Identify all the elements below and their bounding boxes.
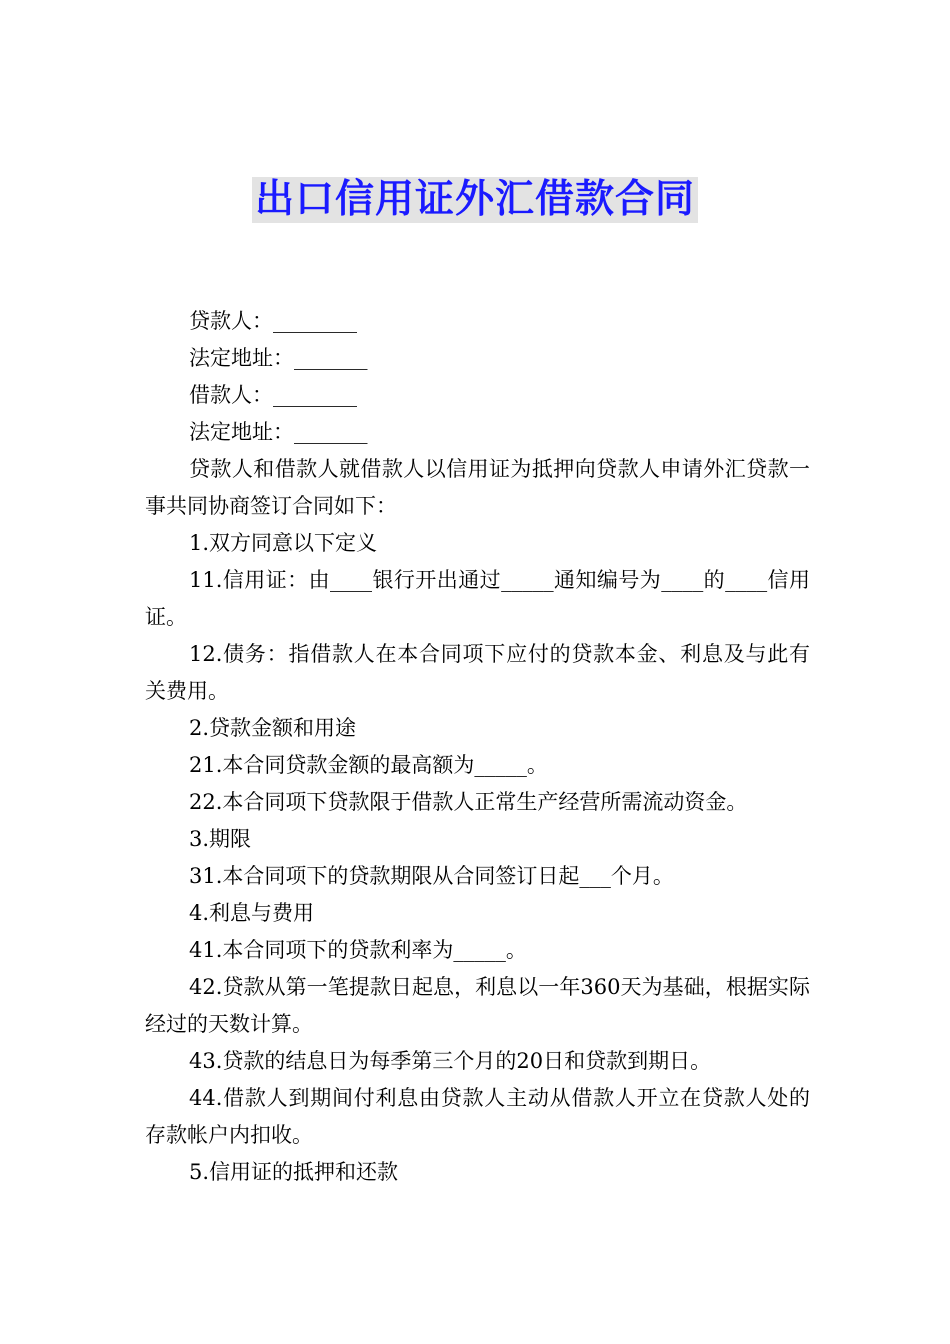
clause-paragraph: 44.借款人到期间付利息由贷款人主动从借款人开立在贷款人处的存款帐户内扣收。	[145, 1086, 810, 1147]
lender-line: 贷款人：________	[189, 309, 357, 333]
section-heading: 1.双方同意以下定义	[189, 531, 378, 555]
clause-paragraph: 42.贷款从第一笔提款日起息，利息以一年360天为基础，根据实际经过的天数计算。	[145, 975, 810, 1036]
clause-paragraph: 43.贷款的结息日为每季第三个月的20日和贷款到期日。	[189, 1049, 712, 1073]
preamble-paragraph: 贷款人和借款人就借款人以信用证为抵押向贷款人申请外汇贷款一事共同协商签订合同如下：	[145, 457, 810, 518]
section-heading: 3.期限	[189, 827, 252, 851]
section-heading: 4.利息与费用	[189, 901, 315, 925]
lender-address-line: 法定地址：_______	[189, 346, 368, 370]
clause-paragraph: 22.本合同项下贷款限于借款人正常生产经营所需流动资金。	[189, 790, 748, 814]
document-title: 出口信用证外汇借款合同	[252, 177, 698, 223]
borrower-address-line: 法定地址：_______	[189, 420, 368, 444]
contract-body	[145, 303, 810, 1191]
title-block	[0, 177, 950, 223]
section-heading: 2.贷款金额和用途	[189, 716, 357, 740]
clause-paragraph: 11.信用证：由____银行开出通过_____通知编号为____的____信用证。	[145, 568, 810, 629]
clause-paragraph: 21.本合同贷款金额的最高额为_____。	[189, 753, 548, 777]
clause-paragraph: 31.本合同项下的贷款期限从合同签订日起___个月。	[189, 864, 674, 888]
clause-paragraph: 12.债务：指借款人在本合同项下应付的贷款本金、利息及与此有关费用。	[145, 642, 810, 703]
borrower-line: 借款人：________	[189, 383, 357, 407]
section-heading: 5.信用证的抵押和还款	[189, 1160, 399, 1184]
clause-paragraph: 41.本合同项下的贷款利率为_____。	[189, 938, 527, 962]
